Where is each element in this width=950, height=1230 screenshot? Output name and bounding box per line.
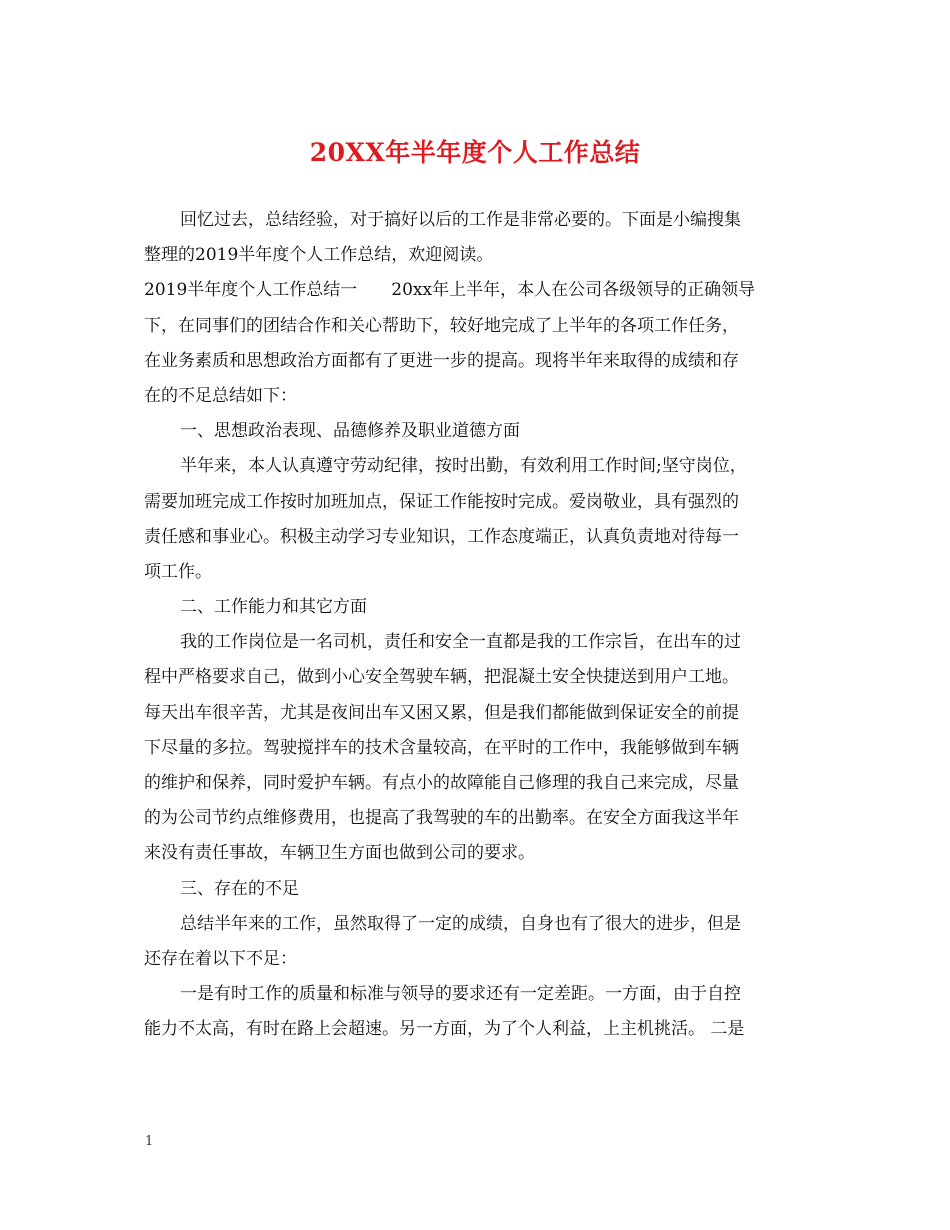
text-line: 2019半年度个人工作总结一 20xx年上半年，本人在公司各级领导的正确领导 [144, 280, 756, 301]
text-line: 一、思想政治表现、品德修养及职业道德方面 [180, 421, 520, 442]
text-line: 总结半年来的工作，虽然取得了一定的成绩，自身也有了很大的进步，但是 [180, 913, 741, 934]
text-line: 每天出车很辛苦，尤其是夜间出车又困又累，但是我们都能做到保证安全的前提 [144, 702, 739, 723]
text-line: 在业务素质和思想政治方面都有了更进一步的提高。现将半年来取得的成绩和存 [144, 350, 739, 371]
page-number: 1 [145, 1134, 154, 1149]
text-line: 回忆过去，总结经验，对于搞好以后的工作是非常必要的。下面是小编搜集 [180, 210, 741, 230]
text-line: 下尽量的多拉。驾驶搅拌车的技术含量较高，在平时的工作中，我能够做到车辆 [144, 737, 739, 758]
text-line: 需要加班完成工作按时加班加点，保证工作能按时完成。爱岗敬业，具有强烈的 [144, 491, 739, 512]
text-line: 二、工作能力和其它方面 [180, 597, 367, 618]
document-body [144, 203, 804, 1048]
text-line: 责任感和事业心。积极主动学习专业知识，工作态度端正，认真负责地对待每一 [144, 526, 739, 547]
text-line: 的维护和保养，同时爱护车辆。有点小的故障能自己修理的我自己来完成，尽量 [144, 773, 739, 793]
document-title: 20XX年半年度个人工作总结 [309, 138, 641, 167]
text-line: 项工作。 [144, 561, 212, 582]
text-line: 一是有时工作的质量和标准与领导的要求还有一定差距。一方面，由于自控 [180, 984, 741, 1005]
text-line: 在的不足总结如下： [144, 385, 297, 406]
text-line: 整理的2019半年度个人工作总结，欢迎阅读。 [144, 245, 494, 266]
text-line: 下，在同事们的团结合作和关心帮助下，较好地完成了上半年的各项工作任务， [144, 315, 739, 336]
text-line: 我的工作岗位是一名司机，责任和安全一直都是我的工作宗旨，在出车的过 [180, 632, 741, 653]
text-line: 半年来，本人认真遵守劳动纪律，按时出勤，有效利用工作时间;坚守岗位， [180, 456, 747, 477]
text-line: 三、存在的不足 [180, 878, 299, 899]
text-line: 能力不太高，有时在路上会超速。另一方面，为了个人利益，上主机挑活。 二是 [144, 1019, 745, 1040]
text-line: 程中严格要求自己，做到小心安全驾驶车辆，把混凝土安全快捷送到用户工地。 [144, 667, 739, 688]
text-line: 来没有责任事故，车辆卫生方面也做到公司的要求。 [144, 843, 535, 864]
text-line: 还存在着以下不足： [144, 948, 297, 969]
text-line: 的为公司节约点维修费用，也提高了我驾驶的车的出勤率。在安全方面我这半年 [144, 808, 739, 829]
